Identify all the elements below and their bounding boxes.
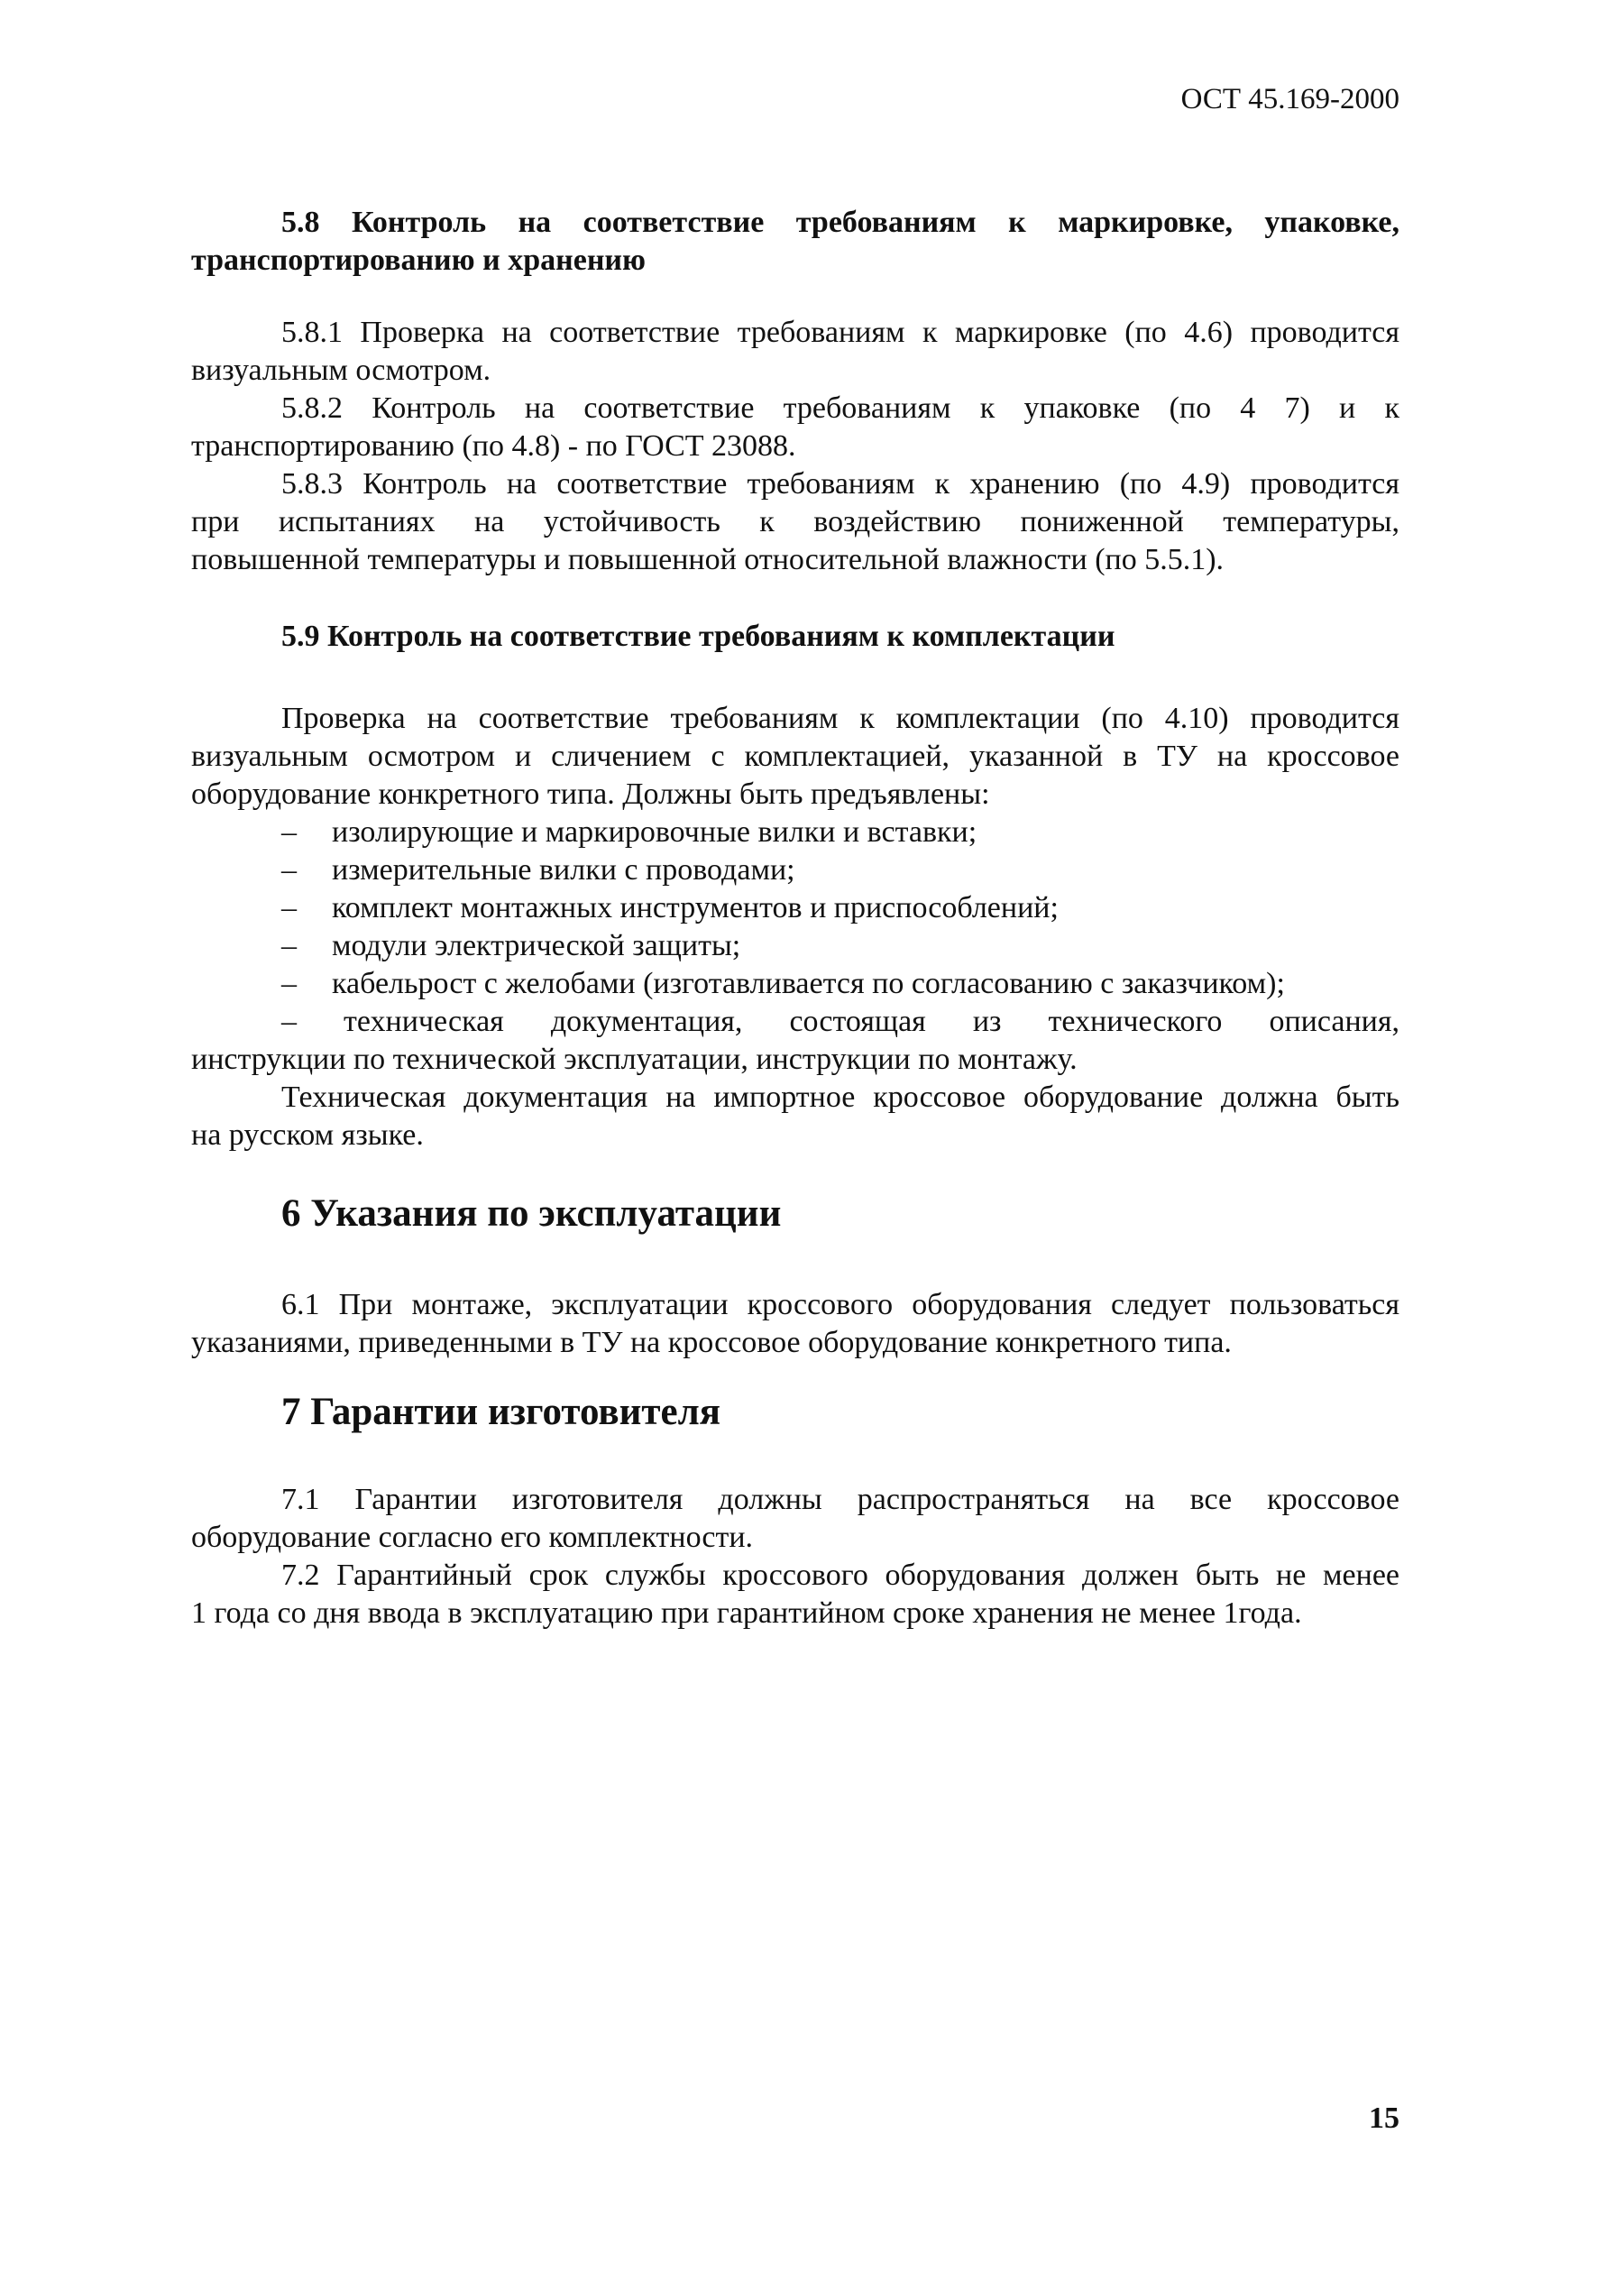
list-item-documentation — [191, 1003, 1399, 1079]
list-item-text: комплект монтажных инструментов и приспособлений; — [332, 891, 1059, 924]
section-5-8-title-line1: 5.8 Контроль на соответствие требованиям к маркировке, упаковке, — [281, 206, 1399, 239]
paragraph-5-8-3 — [191, 465, 1399, 579]
section-5-9-intro — [191, 700, 1399, 814]
list-item — [281, 965, 1399, 1003]
paragraph-7-1-line1: 7.1 Гарантии изготовителя должны распространяться на все кроссовое — [281, 1483, 1399, 1516]
list-item — [281, 814, 1399, 851]
section-7-heading: 7 Гарантии изготовителя — [281, 1391, 720, 1433]
list-item — [281, 851, 1399, 889]
paragraph-6-1-line2: указаниями, приведенными в ТУ на кроссовое оборудование конкретного типа. — [191, 1326, 1232, 1359]
paragraph-6-1-line1: 6.1 При монтаже, эксплуатации кроссового оборудования следует пользоваться — [281, 1288, 1399, 1321]
list-item — [281, 927, 1399, 965]
page-number: 15 — [1369, 2101, 1399, 2135]
dash-marker: – — [281, 815, 297, 849]
paragraph-5-8-1-line1: 5.8.1 Проверка на соответствие требованиям к маркировке (по 4.6) проводится — [281, 316, 1399, 349]
list-item-text: модули электрической защиты; — [332, 929, 741, 962]
paragraph-5-8-1-line2: визуальным осмотром. — [191, 354, 491, 387]
paragraph-5-8-1 — [191, 314, 1399, 390]
paragraph-7-2-line2: 1 года со дня ввода в эксплуатацию при гарантийном сроке хранения не менее 1года. — [191, 1596, 1302, 1630]
section-5-9-title-text: 5.9 Контроль на соответствие требованиям к комплектации — [281, 620, 1115, 653]
section-5-9-intro-line2: визуальным осмотром и сличением с комплектацией, указанной в ТУ на кроссовое — [191, 740, 1399, 773]
paragraph-7-2-line1: 7.2 Гарантийный срок службы кроссового оборудования должен быть не менее — [281, 1559, 1399, 1592]
paragraph-7-1-line2: оборудование согласно его комплектности. — [191, 1521, 754, 1554]
section-6-heading: 6 Указания по эксплуатации — [281, 1192, 782, 1235]
list-item-documentation-line2: инструкции по технической эксплуатации, инструкции по монтажу. — [191, 1043, 1078, 1076]
documentation-language-note — [191, 1079, 1399, 1154]
paragraph-5-8-3-line1: 5.8.3 Контроль на соответствие требованиям к хранению (по 4.9) проводится — [281, 467, 1399, 501]
dash-marker: – — [281, 891, 297, 924]
section-5-9-intro-line3: оборудование конкретного типа. Должны быть предъявлены: — [191, 777, 990, 811]
section-5-8-title — [191, 204, 1399, 280]
dash-marker: – — [281, 853, 297, 887]
list-item-documentation-line1: – техническая документация, состоящая из технического описания, — [281, 1005, 1399, 1038]
paragraph-7-2 — [191, 1557, 1399, 1632]
paragraph-6-1 — [191, 1286, 1399, 1362]
note-line1: Техническая документация на импортное кроссовое оборудование должна быть — [281, 1081, 1399, 1114]
list-item-text: кабельрост с желобами (изготавливается по согласованию с заказчиком); — [332, 967, 1285, 1000]
paragraph-7-1 — [191, 1481, 1399, 1557]
list-item — [281, 889, 1399, 927]
list-item-text: изолирующие и маркировочные вилки и вставки; — [332, 815, 977, 849]
dash-marker: – — [281, 929, 297, 962]
section-5-9-intro-line1: Проверка на соответствие требованиям к комплектации (по 4.10) проводится — [281, 702, 1399, 735]
note-line2: на русском языке. — [191, 1118, 424, 1152]
paragraph-5-8-3-line3: повышенной температуры и повышенной относительной влажности (по 5.5.1). — [191, 543, 1225, 576]
section-5-8-title-line2: транспортированию и хранению — [191, 244, 646, 277]
paragraph-5-8-2 — [191, 390, 1399, 465]
paragraph-5-8-2-line1: 5.8.2 Контроль на соответствие требованиям к упаковке (по 4 7) и к — [281, 391, 1399, 425]
section-5-9-title — [191, 618, 1399, 656]
dash-marker: – — [281, 967, 297, 1000]
paragraph-5-8-2-line2: транспортированию (по 4.8) - по ГОСТ 23088. — [191, 429, 796, 463]
document-code: ОСТ 45.169-2000 — [1180, 83, 1399, 115]
paragraph-5-8-3-line2: при испытаниях на устойчивость к воздействию пониженной температуры, — [191, 505, 1399, 538]
list-item-text: измерительные вилки с проводами; — [332, 853, 795, 887]
